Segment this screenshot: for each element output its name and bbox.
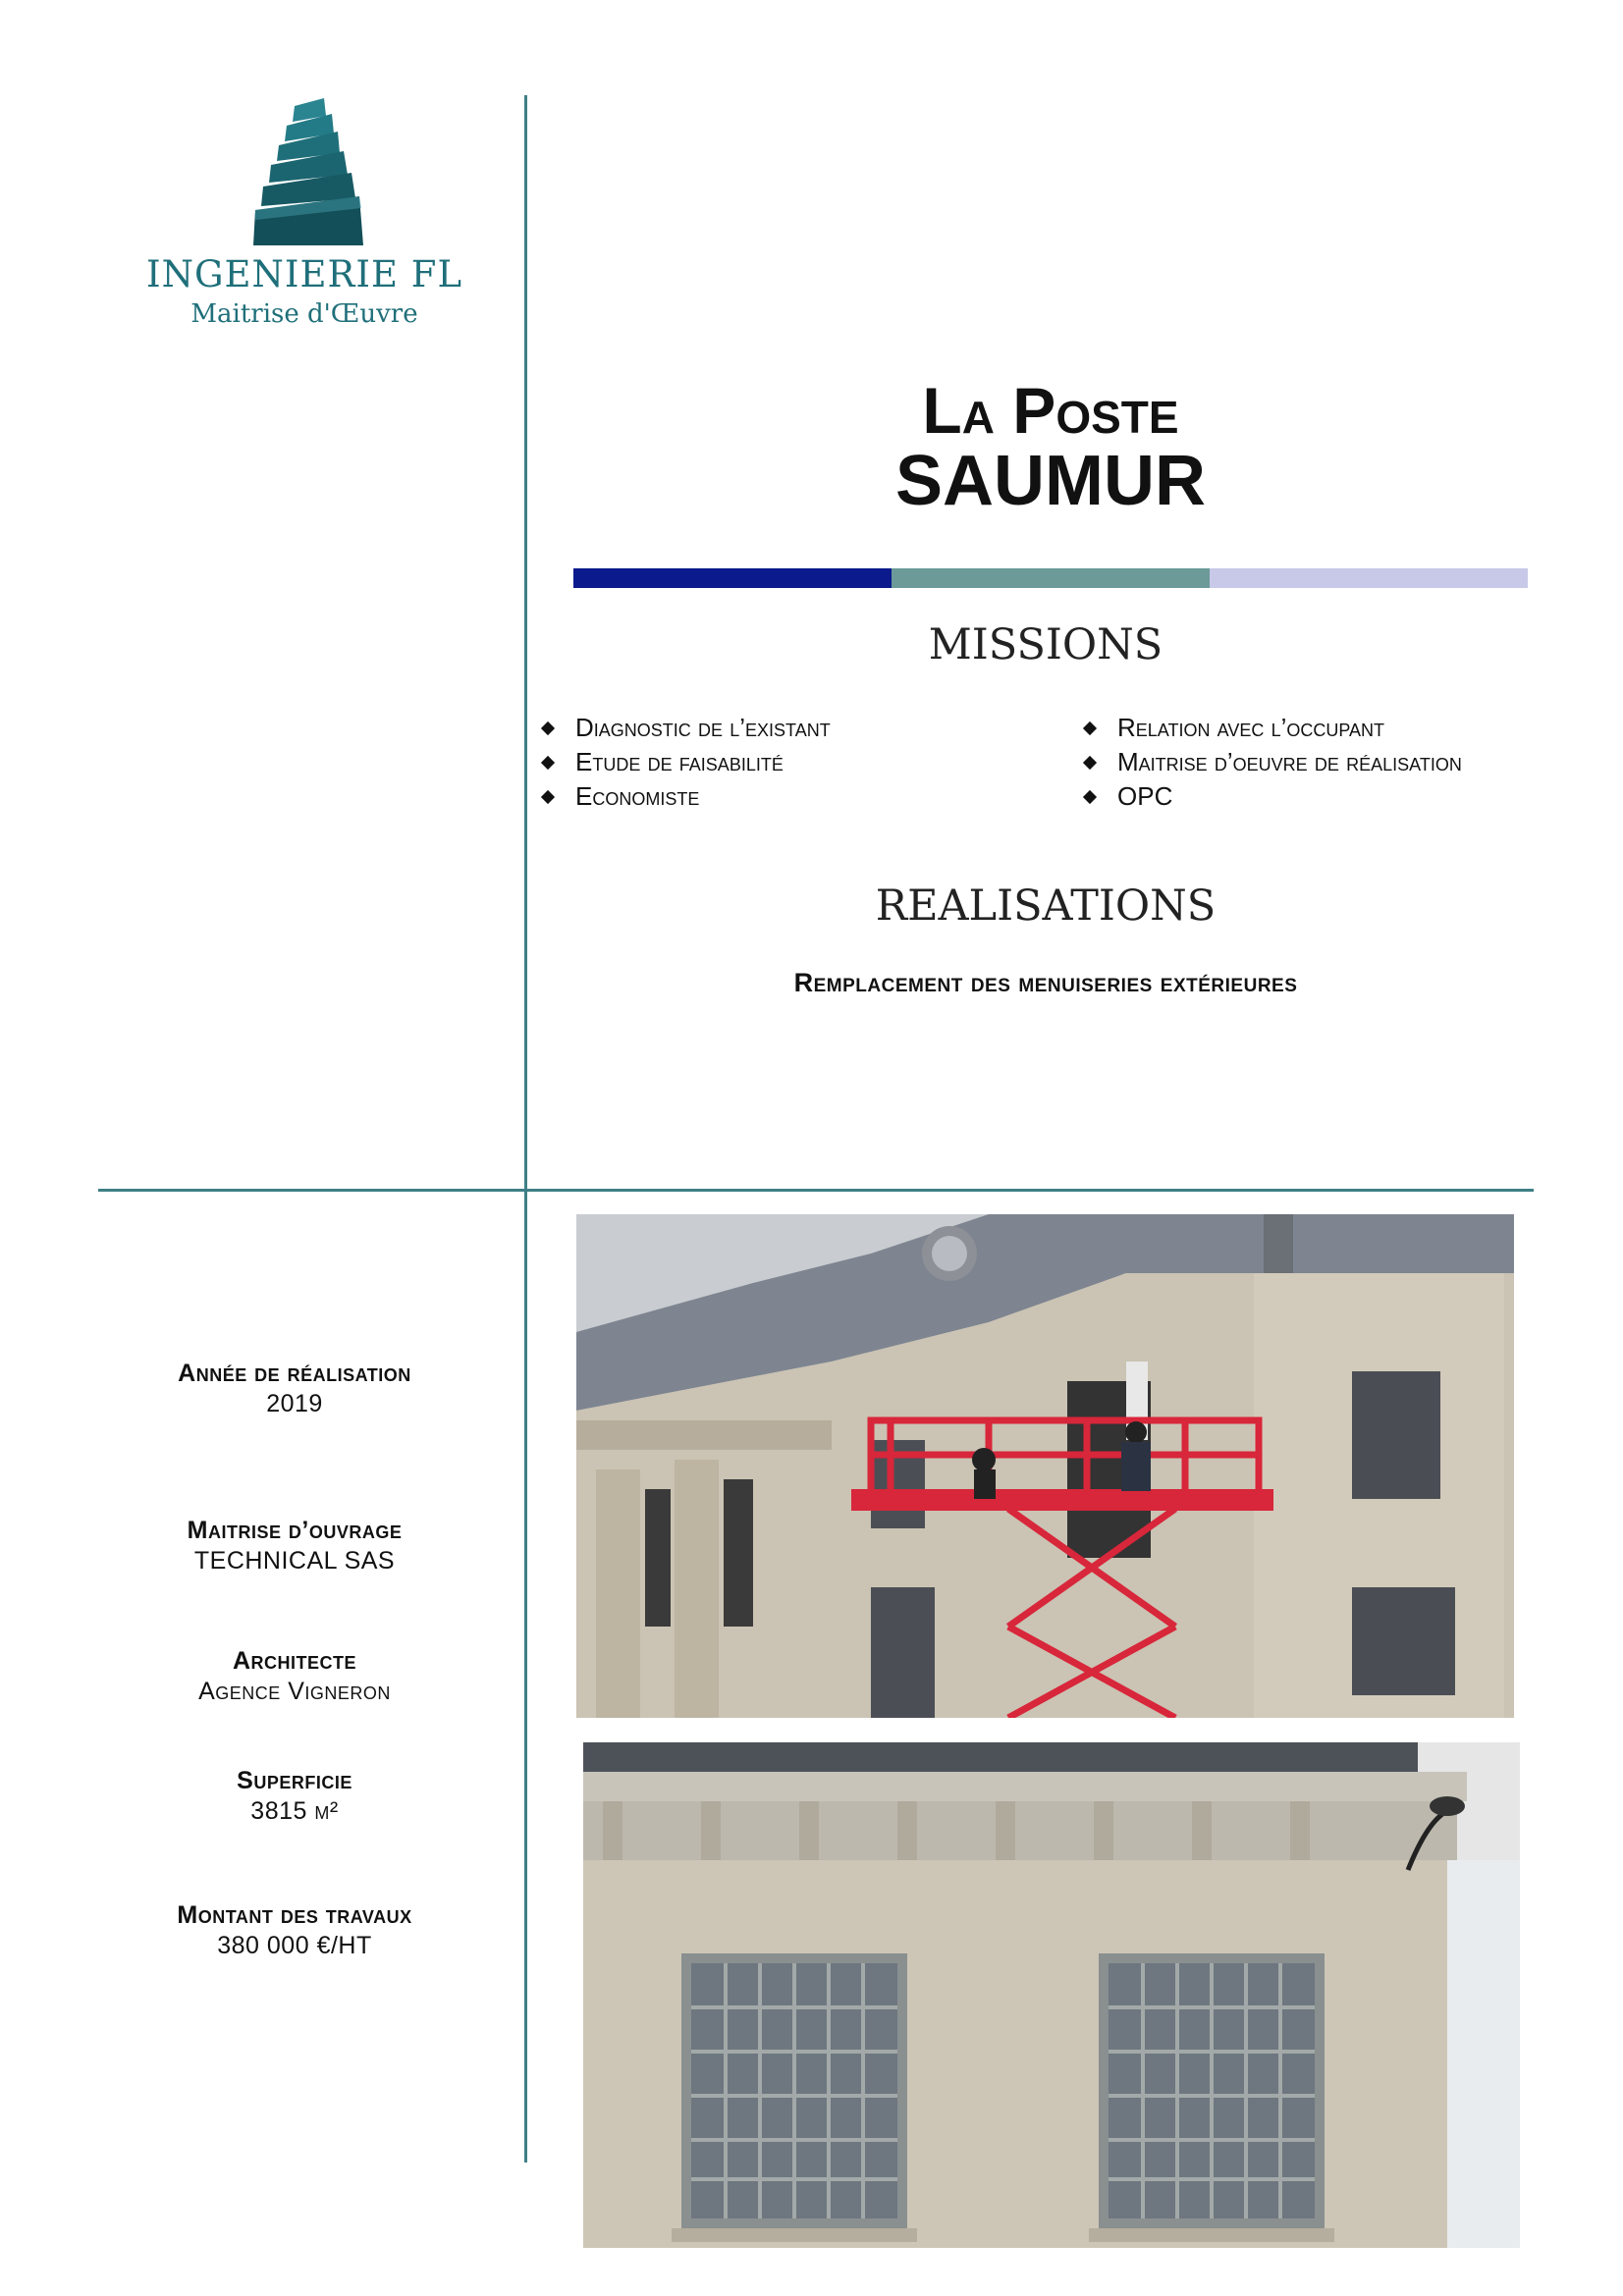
list-item: Etude de faisabilité (538, 745, 1080, 779)
info-label: Architecte (232, 1647, 357, 1675)
info-label: Année de réalisation (178, 1360, 411, 1387)
horizontal-divider (98, 1189, 1534, 1192)
diamond-bullet-icon (541, 755, 555, 769)
info-architect (98, 1647, 491, 1706)
color-bar-segment (892, 568, 1210, 588)
color-bar (573, 568, 1528, 588)
info-value: 3815 m² (250, 1797, 339, 1825)
color-bar-segment (1210, 568, 1528, 588)
info-label: Maitrise d’ouvrage (187, 1517, 403, 1544)
diamond-bullet-icon (1083, 721, 1097, 734)
diamond-bullet-icon (541, 789, 555, 803)
diamond-bullet-icon (1083, 755, 1097, 769)
color-bar-segment (573, 568, 892, 588)
list-item: Relation avec l’occupant (1080, 711, 1462, 745)
info-label: Superficie (237, 1767, 352, 1794)
missions-list (538, 711, 1598, 814)
company-name: INGENIERIE FL (145, 253, 463, 295)
list-item: OPC (1080, 779, 1462, 814)
company-subtitle: Maitrise d'Œuvre (190, 299, 418, 329)
building-logo-icon (236, 98, 373, 245)
list-item: Maitrise d’oeuvre de réalisation (1080, 745, 1462, 779)
info-value: Agence Vigneron (198, 1678, 391, 1705)
realisations-subtitle: Remplacement des menuiseries extérieures (793, 968, 1298, 997)
info-label: Montant des travaux (177, 1901, 412, 1929)
vertical-divider (524, 95, 527, 2163)
list-item: Diagnostic de l’existant (538, 711, 1080, 745)
title-line-1: La Poste (922, 374, 1179, 447)
info-value: 2019 (266, 1390, 323, 1417)
missions-right-column (1080, 711, 1462, 814)
diamond-bullet-icon (1083, 789, 1097, 803)
info-value: TECHNICAL SAS (193, 1547, 396, 1575)
info-owner (98, 1517, 491, 1575)
project-title (560, 374, 1542, 520)
company-logo (128, 98, 481, 329)
facade-windows-photo (583, 1742, 1520, 2248)
realisations-heading: REALISATIONS (875, 881, 1217, 931)
info-value: 380 000 €/HT (217, 1932, 372, 1959)
info-budget (98, 1901, 491, 1960)
title-line-2: SAUMUR (895, 442, 1206, 520)
missions-left-column (538, 711, 1080, 814)
facade-scissor-lift-photo (576, 1214, 1514, 1718)
list-item: Economiste (538, 779, 1080, 814)
missions-heading: MISSIONS (928, 620, 1163, 669)
info-area (98, 1767, 491, 1826)
info-year (98, 1360, 491, 1418)
diamond-bullet-icon (541, 721, 555, 734)
